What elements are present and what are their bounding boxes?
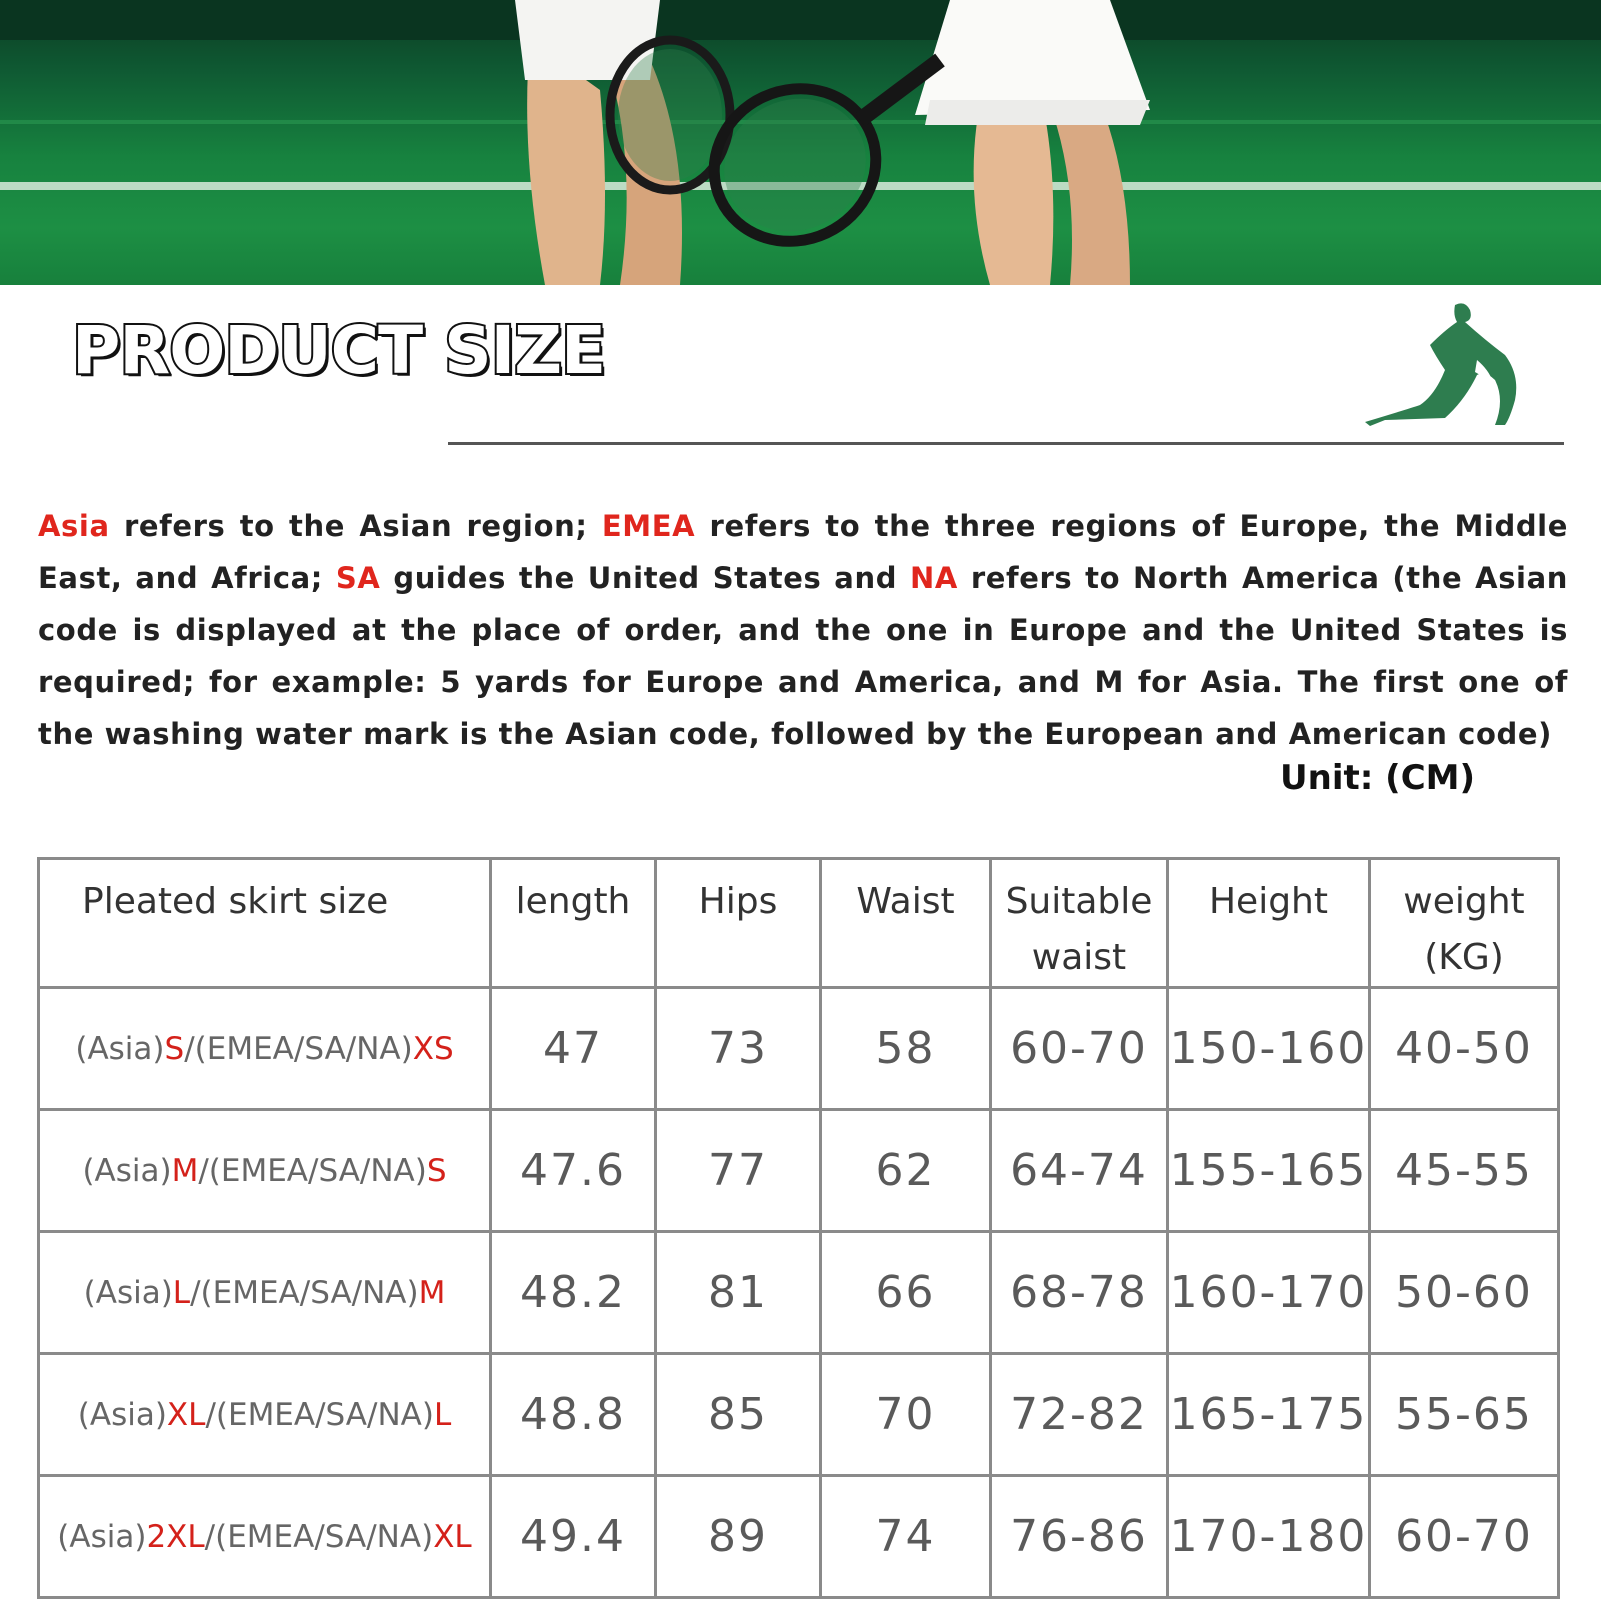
height-cell: 170-180 [1168,1476,1370,1598]
header-height: Height [1168,859,1370,988]
size-cell [39,1232,491,1354]
waist-cell: 70 [821,1354,991,1476]
emea-prefix: /(EMEA/SA/NA) [204,1518,434,1555]
table-row [39,988,1559,1110]
table-row [39,1232,1559,1354]
emea-size: M [418,1274,446,1311]
waist-cell: 66 [821,1232,991,1354]
desc-segment: refers to the Asian region; [109,509,602,543]
asia-prefix: (Asia) [83,1274,173,1311]
suitable-waist-cell: 72-82 [991,1354,1168,1476]
weight-cell: 60-70 [1370,1476,1559,1598]
hips-cell: 77 [656,1110,821,1232]
desc-segment: refers to North America (the Asian code is displayed at the place of order, and the one in Europe and the United States is required; for example: 5 yards for Europe and America, and M for Asia. The first one of the washing water mark is the Asian code, followed by the European and American code) [38,561,1569,751]
emea-prefix: /(EMEA/SA/NA) [205,1396,434,1433]
desc-segment: refers to the three regions of Europe, the Middle East, and Africa; [38,509,1568,595]
header-suitable-waist: Suitable waist [991,859,1168,988]
asia-size: XL [166,1396,206,1433]
header-length: length [491,859,656,988]
emea-prefix: /(EMEA/SA/NA) [198,1152,427,1189]
suitable-waist-cell: 64-74 [991,1110,1168,1232]
banner-photo [0,0,1601,285]
asia-size: S [164,1030,185,1067]
desc-segment: NA [910,561,958,595]
hips-cell: 89 [656,1476,821,1598]
emea-prefix: /(EMEA/SA/NA) [190,1274,419,1311]
header-waist: Waist [821,859,991,988]
unit-label: Unit: (CM) [1280,758,1476,798]
asia-prefix: (Asia) [82,1152,172,1189]
desc-segment: guides the United States and [380,561,910,595]
length-cell: 47 [491,988,656,1110]
weight-cell: 50-60 [1370,1232,1559,1354]
yoga-pose-logo-icon [1365,300,1525,430]
asia-prefix: (Asia) [57,1518,147,1555]
asia-prefix: (Asia) [75,1030,165,1067]
emea-size: L [433,1396,452,1433]
waist-cell: 58 [821,988,991,1110]
height-cell: 160-170 [1168,1232,1370,1354]
suitable-waist-cell: 76-86 [991,1476,1168,1598]
desc-segment: Asia [38,509,110,543]
desc-segment: SA [335,561,381,595]
asia-size: 2XL [146,1518,205,1555]
header-weight: weight (KG) [1370,859,1559,988]
tennis-court-illustration [0,0,1601,285]
weight-cell: 40-50 [1370,988,1559,1110]
size-cell [39,1476,491,1598]
page-title: PRODUCT SIZE [72,312,606,389]
suitable-waist-cell: 68-78 [991,1232,1168,1354]
asia-size: L [172,1274,191,1311]
height-cell: 150-160 [1168,988,1370,1110]
length-cell: 47.6 [491,1110,656,1232]
waist-cell: 62 [821,1110,991,1232]
hips-cell: 85 [656,1354,821,1476]
table-row [39,1354,1559,1476]
asia-prefix: (Asia) [77,1396,167,1433]
size-region-description [38,500,1568,760]
size-cell [39,988,491,1110]
emea-size: S [426,1152,447,1189]
hips-cell: 81 [656,1232,821,1354]
size-cell [39,1110,491,1232]
asia-size: M [171,1152,199,1189]
length-cell: 48.2 [491,1232,656,1354]
length-cell: 49.4 [491,1476,656,1598]
length-cell: 48.8 [491,1354,656,1476]
height-cell: 155-165 [1168,1110,1370,1232]
weight-cell: 45-55 [1370,1110,1559,1232]
header-size: Pleated skirt size [39,859,491,988]
size-cell [39,1354,491,1476]
emea-prefix: /(EMEA/SA/NA) [184,1030,413,1067]
table-row [39,1110,1559,1232]
weight-cell: 55-65 [1370,1354,1559,1476]
height-cell: 165-175 [1168,1354,1370,1476]
emea-size: XS [412,1030,454,1067]
suitable-waist-cell: 60-70 [991,988,1168,1110]
emea-size: XL [433,1518,472,1555]
desc-segment: EMEA [601,509,696,543]
table-row [39,1476,1559,1598]
waist-cell: 74 [821,1476,991,1598]
title-divider [448,442,1564,445]
hips-cell: 73 [656,988,821,1110]
header-hips: Hips [656,859,821,988]
table-header-row [39,859,1559,988]
size-table [37,857,1560,1599]
